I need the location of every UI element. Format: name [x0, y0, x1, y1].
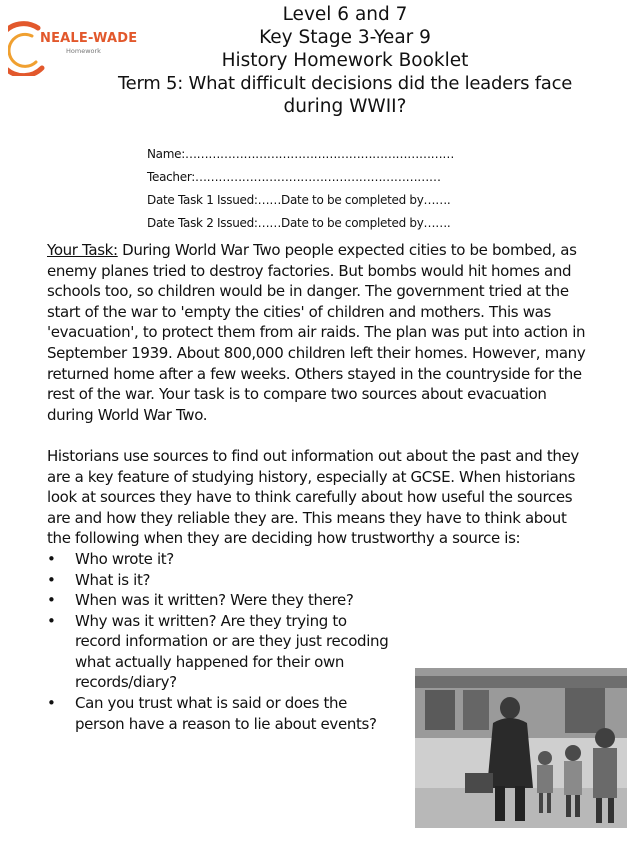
list-item: • Can you trust what is said or does the person have a reason to lie about events? [47, 693, 392, 734]
booklet-body [47, 240, 592, 734]
teacher-field: Teacher:……………………………………………………… [147, 170, 441, 184]
key-stage-heading: Key Stage 3-Year 9 [259, 27, 431, 48]
booklet-header [60, 3, 630, 118]
evacuation-photo [415, 668, 627, 828]
level-heading: Level 6 and 7 [282, 4, 408, 25]
name-field: Name:…………………………………………………………… [147, 147, 455, 161]
student-details-form [147, 146, 454, 238]
task1-dates-field: Date Task 1 Issued:……Date to be completed by……. [147, 193, 451, 207]
list-item: • Who wrote it? [47, 549, 392, 570]
logo-subtitle: Homework [66, 47, 101, 55]
list-item: • What is it? [47, 570, 392, 591]
task-text: During World War Two people expected cities to be bombed, as enemy planes tried to destroy factories. But bombs would hit homes and schools too, so children would be in danger. The government tried at the start of the war to 'empty the cities' of children and mothers. This was 'evacuation', to protect them from air raids. The plan was put into action in September 1939. About 800,000 children left their homes. However, many returned home after a few weeks. Others stayed in the countryside for the rest of the war. Your task is to compare two sources about evacuation during World War Two. [47, 241, 586, 424]
sources-paragraph: Historians use sources to find out information out about the past and they are a key feature of studying history, especially at GCSE. When historians look at sources they have to think carefully about how useful the sources are and how they reliable they are. This means they have to think about the following when they are deciding how trustworthy a source is: [47, 446, 579, 548]
booklet-title: History Homework Booklet [221, 50, 469, 71]
term-question-continued: during WWII? [283, 96, 407, 117]
task-paragraph [47, 240, 592, 425]
term-question: Term 5: What difficult decisions did the leaders face [117, 73, 573, 94]
list-item: • Why was it written? Are they trying to record information or are they just recoding what actually happened for their own records/diary? [47, 611, 392, 693]
task-label: Your Task: [47, 241, 118, 259]
logo-text: NEALE-WADE [40, 31, 138, 46]
list-item: • When was it written? Were they there? [47, 590, 392, 611]
source-questions-list [47, 549, 392, 734]
task2-dates-field: Date Task 2 Issued:……Date to be completed by……. [147, 216, 451, 230]
